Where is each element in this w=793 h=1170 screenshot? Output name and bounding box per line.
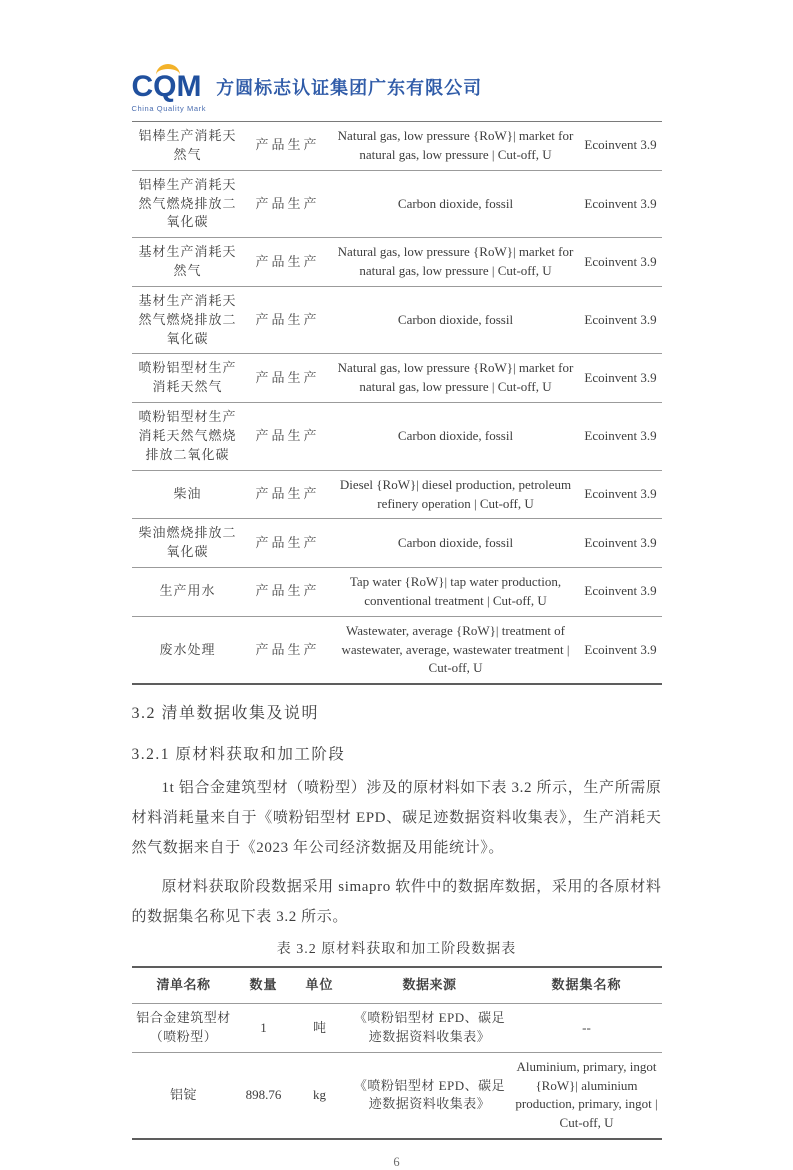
table-3-2-caption: 表 3.2 原材料获取和加工阶段数据表 [276, 942, 517, 958]
table-row [132, 354, 662, 403]
stage-cell: 产品生产 [244, 616, 332, 684]
inventory-name-cell: 基材生产消耗天然气燃烧排放二氧化碳 [132, 286, 244, 354]
db-source-cell: Ecoinvent 3.9 [584, 137, 657, 153]
table-row [132, 519, 662, 568]
db-source-cell: Ecoinvent 3.9 [580, 519, 662, 568]
dataset-cell: Carbon dioxide, fossil [332, 286, 580, 354]
db-source-cell: Ecoinvent 3.9 [580, 568, 662, 617]
db-source-cell: Ecoinvent 3.9 [580, 403, 662, 471]
stage-cell: 产品生产 [244, 568, 332, 617]
unit-cell: kg [292, 1052, 348, 1139]
inventory-name-cell: 铝棒生产消耗天然气 [138, 128, 237, 162]
inventory-name-cell: 柴油 [132, 470, 244, 519]
inventory-name-cell: 基材生产消耗天然气 [132, 238, 244, 287]
section-heading-3-2: 3.2 清单数据收集及说明 [131, 705, 320, 723]
table-header-row [132, 967, 662, 1003]
stage-cell: 产品生产 [244, 354, 332, 403]
col-header-data-source: 数据来源 [402, 977, 457, 993]
inventory-name-cell: 废水处理 [132, 616, 244, 684]
table-row [132, 238, 662, 287]
stage-cell: 产品生产 [244, 470, 332, 519]
dataset-cell: Wastewater, average {RoW}| treatment of wastewater, average, wastewater treatment | Cut-off, U [332, 616, 580, 684]
db-source-cell: Ecoinvent 3.9 [580, 170, 662, 238]
dataset-cell: Natural gas, low pressure {RoW}| market for natural gas, low pressure | Cut-off, U [332, 238, 580, 287]
data-source-cell: 《喷粉铝型材 EPD、碳足迹数据资料收集表》 [348, 1052, 512, 1139]
stage-cell: 产品生产 [244, 286, 332, 354]
table-row [132, 568, 662, 617]
page-number: 6 [393, 1155, 400, 1170]
dataset-cell: Natural gas, low pressure {RoW}| market for natural gas, low pressure | Cut-off, U [332, 354, 580, 403]
dataset-cell: Tap water {RoW}| tap water production, conventional treatment | Cut-off, U [332, 568, 580, 617]
inventory-name-cell: 柴油燃烧排放二氧化碳 [132, 519, 244, 568]
col-header-inventory-name: 清单名称 [156, 977, 211, 993]
logo-subtext: China Quality Mark [131, 104, 207, 113]
table-row [132, 1052, 662, 1139]
quantity-cell: 1 [236, 1004, 292, 1053]
inventory-name-cell: 喷粉铝型材生产消耗天然气燃烧排放二氧化碳 [132, 403, 244, 471]
paragraph-simapro: 原材料获取阶段数据采用 simapro 软件中的数据库数据，采用的各原材料的数据集名称见下表 3.2 所示。 [131, 879, 662, 926]
table-row [132, 403, 662, 471]
table-row [132, 470, 662, 519]
section-heading-3-2-1: 3.2.1 原材料获取和加工阶段 [131, 746, 346, 764]
cqm-logo [132, 64, 207, 113]
stage-cell: 产品生产 [244, 519, 332, 568]
document-page [132, 0, 662, 1170]
paragraph-materials-intro: 1t 铝合金建筑型材（喷粉型）涉及的原材料如下表 3.2 所示，生产所需原材料消耗量来自于《喷粉铝型材 EPD、碳足迹数据资料收集表》，生产消耗天然气数据来自于《2023 年公司经济数据及用能统计》。 [131, 780, 662, 857]
col-header-quantity: 数量 [249, 977, 278, 993]
table-row [132, 170, 662, 238]
quantity-cell: 898.76 [236, 1052, 292, 1139]
data-source-cell: 《喷粉铝型材 EPD、碳足迹数据资料收集表》 [348, 1004, 512, 1053]
table-row [132, 122, 662, 171]
dataset-cell: Diesel {RoW}| diesel production, petroleum refinery operation | Cut-off, U [332, 470, 580, 519]
db-source-cell: Ecoinvent 3.9 [580, 354, 662, 403]
db-source-cell: Ecoinvent 3.9 [580, 470, 662, 519]
table-row [132, 286, 662, 354]
dataset-name-cell: Aluminium, primary, ingot {RoW}| aluminium production, primary, ingot | Cut-off, U [512, 1052, 662, 1139]
inventory-name-cell: 铝棒生产消耗天然气燃烧排放二氧化碳 [132, 170, 244, 238]
col-header-dataset-name: 数据集名称 [551, 977, 622, 993]
stage-cell: 产品生产 [244, 403, 332, 471]
dataset-cell: Carbon dioxide, fossil [332, 170, 580, 238]
dataset-table [132, 121, 662, 685]
table-row [132, 1004, 662, 1053]
table-row [132, 616, 662, 684]
db-source-cell: Ecoinvent 3.9 [580, 286, 662, 354]
db-source-cell: Ecoinvent 3.9 [580, 238, 662, 287]
unit-cell: 吨 [292, 1004, 348, 1053]
material-name-cell: 铝合金建筑型材（喷粉型） [132, 1004, 236, 1053]
logo-text: CQM [131, 70, 202, 103]
dataset-cell: Carbon dioxide, fossil [332, 519, 580, 568]
stage-cell: 产品生产 [244, 170, 332, 238]
dataset-cell: Carbon dioxide, fossil [332, 403, 580, 471]
stage-cell: 产品生产 [244, 238, 332, 287]
company-name: 方圆标志认证集团广东有限公司 [216, 78, 483, 98]
dataset-cell: Natural gas, low pressure {RoW}| market for natural gas, low pressure | Cut-off, U [337, 128, 574, 162]
materials-table [132, 966, 662, 1140]
db-source-cell: Ecoinvent 3.9 [580, 616, 662, 684]
inventory-name-cell: 生产用水 [132, 568, 244, 617]
material-name-cell: 铝锭 [132, 1052, 236, 1139]
col-header-unit: 单位 [305, 977, 334, 993]
page-header [132, 0, 662, 121]
logo-arc-icon [156, 64, 180, 75]
dataset-name-cell: -- [512, 1004, 662, 1053]
inventory-name-cell: 喷粉铝型材生产消耗天然气 [132, 354, 244, 403]
stage-cell: 产品生产 [255, 137, 320, 153]
